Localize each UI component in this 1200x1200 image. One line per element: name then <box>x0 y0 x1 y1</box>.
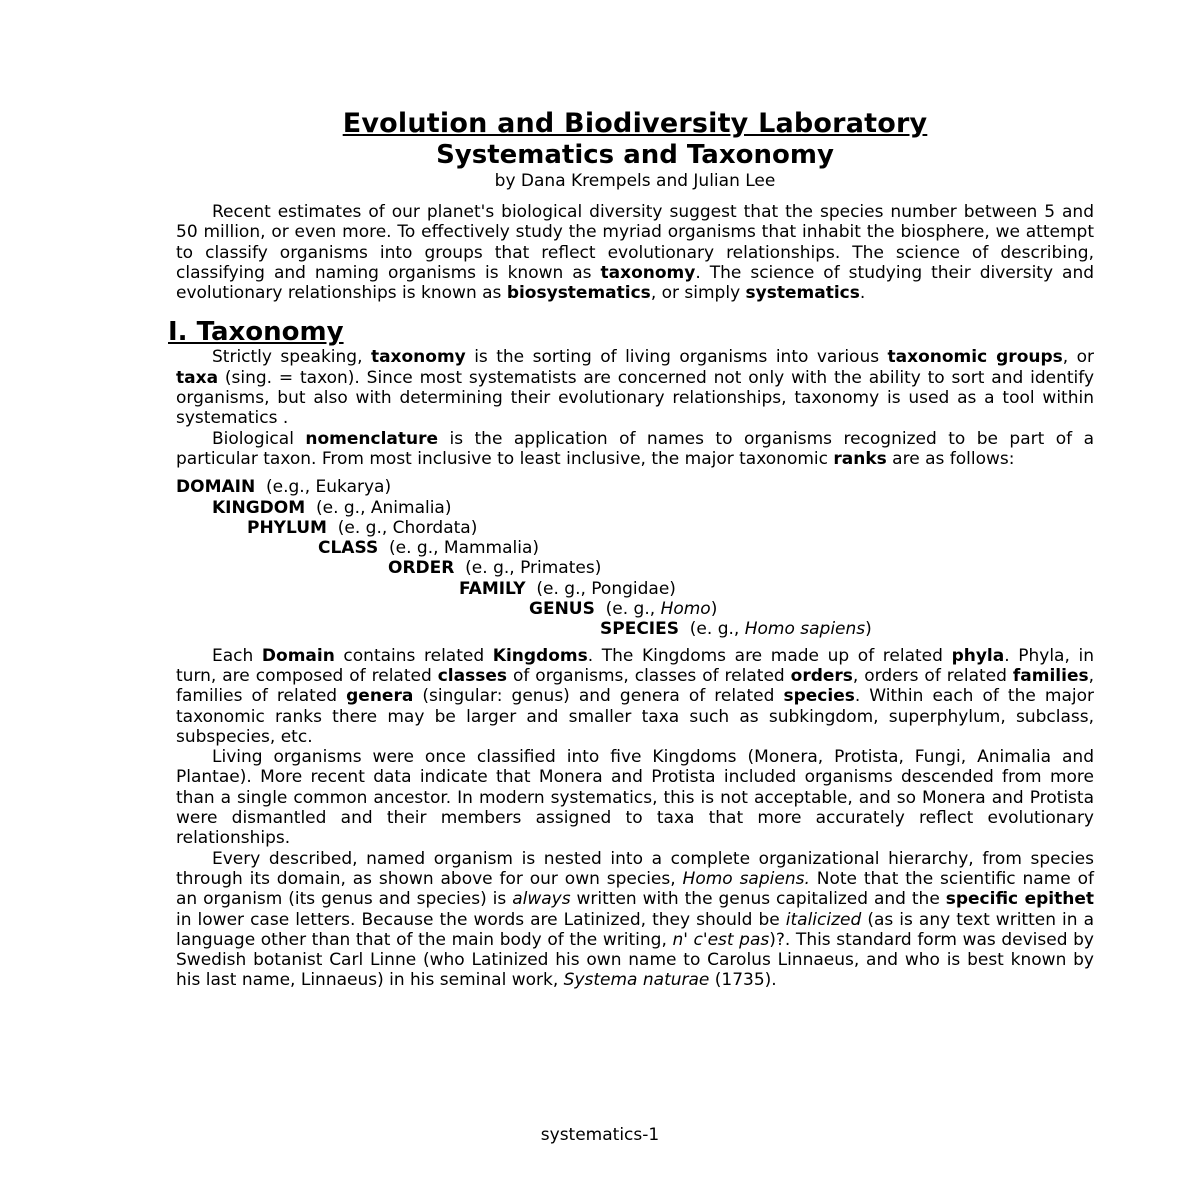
rank-phylum: PHYLUM (e. g., Chordata) <box>247 517 478 538</box>
taxonomy-paragraph-2: Biological nomenclature is the application of names to organisms recognized to be part of a particular taxon. From most inclusive to least inclusive, the major taxonomic ranks are as follows: <box>176 428 1094 469</box>
section-heading-taxonomy: I. Taxonomy <box>168 317 344 348</box>
rank-class: CLASS (e. g., Mammalia) <box>318 538 540 559</box>
taxonomic-ranks-list <box>176 477 1094 639</box>
rank-species: SPECIES (e. g., Homo sapiens) <box>600 619 872 640</box>
document-title: Evolution and Biodiversity Laboratory <box>342 108 928 139</box>
taxonomy-paragraph-4: Living organisms were once classified into five Kingdoms (Monera, Protista, Fungi, Animalia and Plantae). More recent data indicate that Monera and Protista included organisms descended from more than a single common ancestor. In modern systematics, this is not acceptable, and so Monera and Protista were dismantled and their members assigned to taxa that more accurately reflect evolutionary relationships. <box>176 747 1094 849</box>
taxonomy-paragraph-5: Every described, named organism is nested into a complete organizational hierarchy, from species through its domain, as shown above for our own species, Homo sapiens. Note that the scientific name of an organism (its genus and species) is always written with the genus capitalized and the specific epithet in lower case letters. Because the words are Latinized, they should be italicized (as is any text written in a language other than that of the main body of the writing, n' c'est pas)?. This standard form was devised by Swedish botanist Carl Linne (who Latinized his own name to Carolus Linnaeus, and who is best known by his last name, Linnaeus) in his seminal work, Systema naturae (1735). <box>176 848 1094 991</box>
rank-order: ORDER (e. g., Primates) <box>388 558 602 579</box>
intro-paragraph: Recent estimates of our planet's biological diversity suggest that the species number between 5 and 50 million, or even more. To effectively study the myriad organisms that inhabit the biosphere, we attempt to classify organisms into groups that reflect evolutionary relationships. The science of describing, classifying and naming organisms is known as taxonomy. The science of studying their diversity and evolutionary relationships is known as biosystematics, or simply systematics. <box>176 202 1095 304</box>
document-authors: by Dana Krempels and Julian Lee <box>494 171 776 191</box>
rank-kingdom: KINGDOM (e. g., Animalia) <box>212 497 452 518</box>
document-subtitle: Systematics and Taxonomy <box>436 140 834 170</box>
rank-domain: DOMAIN (e.g., Eukarya) <box>176 477 392 498</box>
taxonomy-paragraph-1: Strictly speaking, taxonomy is the sorting of living organisms into various taxonomic groups, or taxa (sing. = taxon). Since most systematists are concerned not only with the ability to sort and identify organisms, but also with determining their evolutionary relationships, taxonomy is used as a tool within systematics . <box>176 347 1095 429</box>
rank-genus: GENUS (e. g., Homo) <box>529 599 718 620</box>
page-footer: systematics-1 <box>540 1125 660 1145</box>
rank-family: FAMILY (e. g., Pongidae) <box>459 578 676 599</box>
document-page <box>168 108 1095 991</box>
taxonomy-paragraph-3: Each Domain contains related Kingdoms. The Kingdoms are made up of related phyla. Phyla, in turn, are composed of related classes of organisms, classes of related orders, orders of related families, families of related genera (singular: genus) and genera of related species. Within each of the major taxonomic ranks there may be larger and smaller taxa such as subkingdom, superphylum, subclass, subspecies, etc. <box>176 645 1094 747</box>
